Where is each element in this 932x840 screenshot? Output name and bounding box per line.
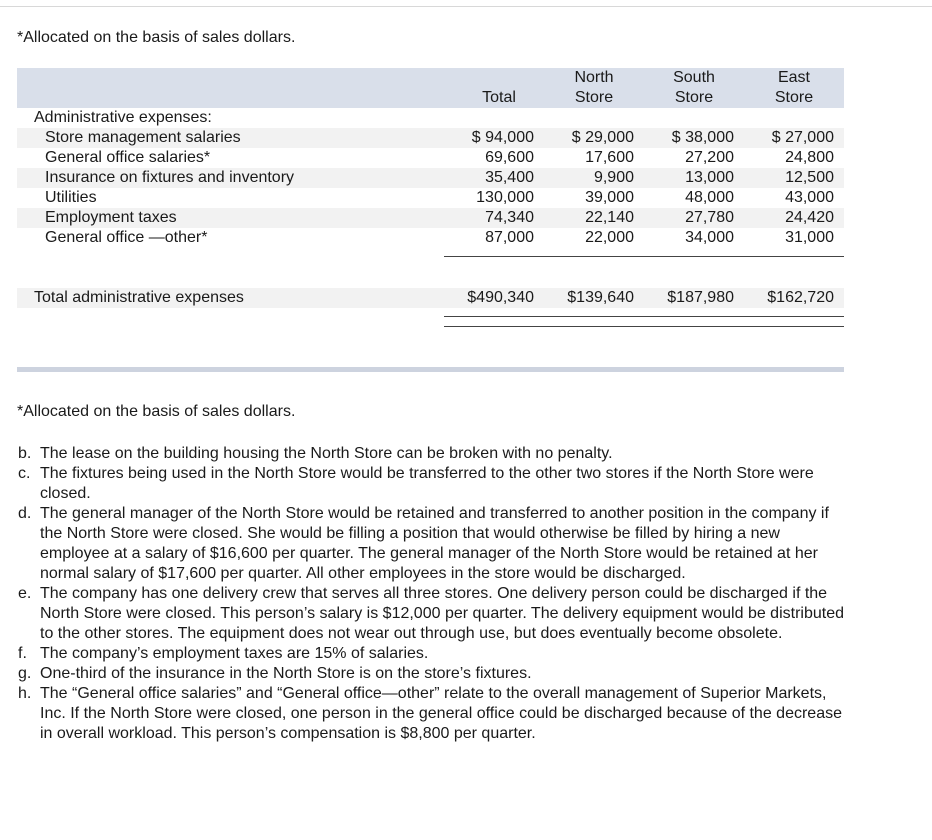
column-header-south [659, 68, 729, 108]
list-item [17, 644, 847, 664]
item-letter: e. [18, 585, 32, 602]
cell-north: 9,900 [593, 169, 634, 186]
cell-north: 39,000 [585, 189, 634, 206]
footnote-bottom: *Allocated on the basis of sales dollars. [17, 403, 296, 420]
column-header-line1: East [777, 69, 810, 86]
column-header-line2: Store [774, 89, 814, 106]
total-cell-total: $490,340 [467, 289, 534, 306]
item-letter: b. [18, 445, 32, 462]
item-letter: g. [18, 665, 32, 682]
item-text: The “General office salaries” and “General office—other” relate to the overall management of Superior Markets, Inc. If the North Store were closed, one person in the general office could be discharged because of the decrease in overall workload. This person’s compensation is $8,800 per quarter. [40, 685, 842, 742]
item-text: The general manager of the North Store would be retained and transferred to another position in the company if the North Store were closed. She would be filling a position that would otherwise be filled by hiring a new employee at a salary of $16,600 per quarter. The general manager of the North Store would be retained at her normal salary of $17,600 per quarter. All other employees in the store would be discharged. [40, 505, 829, 582]
item-letter: d. [18, 505, 32, 522]
item-text: The fixtures being used in the North Store would be transferred to the other two stores if the North Store were closed. [40, 465, 814, 502]
total-cell-north: $139,640 [567, 289, 634, 306]
column-header-line1: South [673, 69, 715, 86]
assumption-list [17, 444, 847, 744]
cell-total: $ 94,000 [471, 129, 534, 146]
top-divider [0, 6, 932, 7]
row-label: General office salaries* [45, 149, 211, 166]
column-header-line2: Store [574, 89, 614, 106]
row-label: Utilities [45, 189, 97, 206]
cell-total: 87,000 [485, 229, 534, 246]
section-separator [17, 367, 844, 372]
cell-north: $ 29,000 [571, 129, 634, 146]
total-double-rule-top [444, 316, 844, 317]
cell-total: 130,000 [476, 189, 534, 206]
list-item [17, 664, 847, 684]
cell-south: 27,200 [685, 149, 734, 166]
row-label: Employment taxes [45, 209, 177, 226]
total-cell-south: $187,980 [667, 289, 734, 306]
item-text: The lease on the building housing the North Store can be broken with no penalty. [40, 445, 613, 462]
list-item [17, 464, 847, 504]
cell-south: 48,000 [685, 189, 734, 206]
row-label: Insurance on fixtures and inventory [45, 169, 295, 186]
item-text: The company has one delivery crew that serves all three stores. One delivery person could be discharged if the North Store were closed. This person’s salary is $12,000 per quarter. The delivery equipment would be distributed to the other stores. The equipment does not wear out through use, but does eventually become obsolete. [40, 585, 844, 642]
cell-south: 34,000 [685, 229, 734, 246]
column-header-line2: Store [674, 89, 714, 106]
cell-south: 13,000 [685, 169, 734, 186]
row-label: General office —other* [45, 229, 208, 246]
item-letter: c. [18, 465, 31, 482]
item-text: One-third of the insurance in the North Store is on the store’s fixtures. [40, 665, 532, 682]
cell-north: 17,600 [585, 149, 634, 166]
footnote-top: *Allocated on the basis of sales dollars. [17, 29, 296, 46]
list-item [17, 444, 847, 464]
row-label: Store management salaries [45, 129, 241, 146]
column-header-line1: North [574, 69, 614, 86]
cell-south: 27,780 [685, 209, 734, 226]
cell-east: 24,420 [785, 209, 834, 226]
column-header-total [464, 68, 534, 108]
list-item [17, 684, 847, 744]
column-header-line1 [464, 68, 534, 88]
item-letter: f. [18, 645, 27, 662]
total-double-rule-bottom [444, 326, 844, 327]
subtotal-rule [444, 256, 844, 257]
cell-east: 24,800 [785, 149, 834, 166]
cell-east: $ 27,000 [771, 129, 834, 146]
cell-north: 22,140 [585, 209, 634, 226]
column-header-east [759, 68, 829, 108]
item-text: The company’s employment taxes are 15% of salaries. [40, 645, 429, 662]
list-item [17, 504, 847, 584]
cell-east: 43,000 [785, 189, 834, 206]
list-item [17, 584, 847, 644]
cell-north: 22,000 [585, 229, 634, 246]
cell-east: 31,000 [785, 229, 834, 246]
section-label: Administrative expenses: [34, 109, 212, 126]
item-letter: h. [18, 685, 32, 702]
column-header-north [559, 68, 629, 108]
column-header-line2: Total [482, 89, 516, 106]
cell-south: $ 38,000 [671, 129, 734, 146]
cell-total: 69,600 [485, 149, 534, 166]
cell-total: 35,400 [485, 169, 534, 186]
total-label: Total administrative expenses [34, 289, 244, 306]
total-cell-east: $162,720 [767, 289, 834, 306]
cell-east: 12,500 [785, 169, 834, 186]
cell-total: 74,340 [485, 209, 534, 226]
